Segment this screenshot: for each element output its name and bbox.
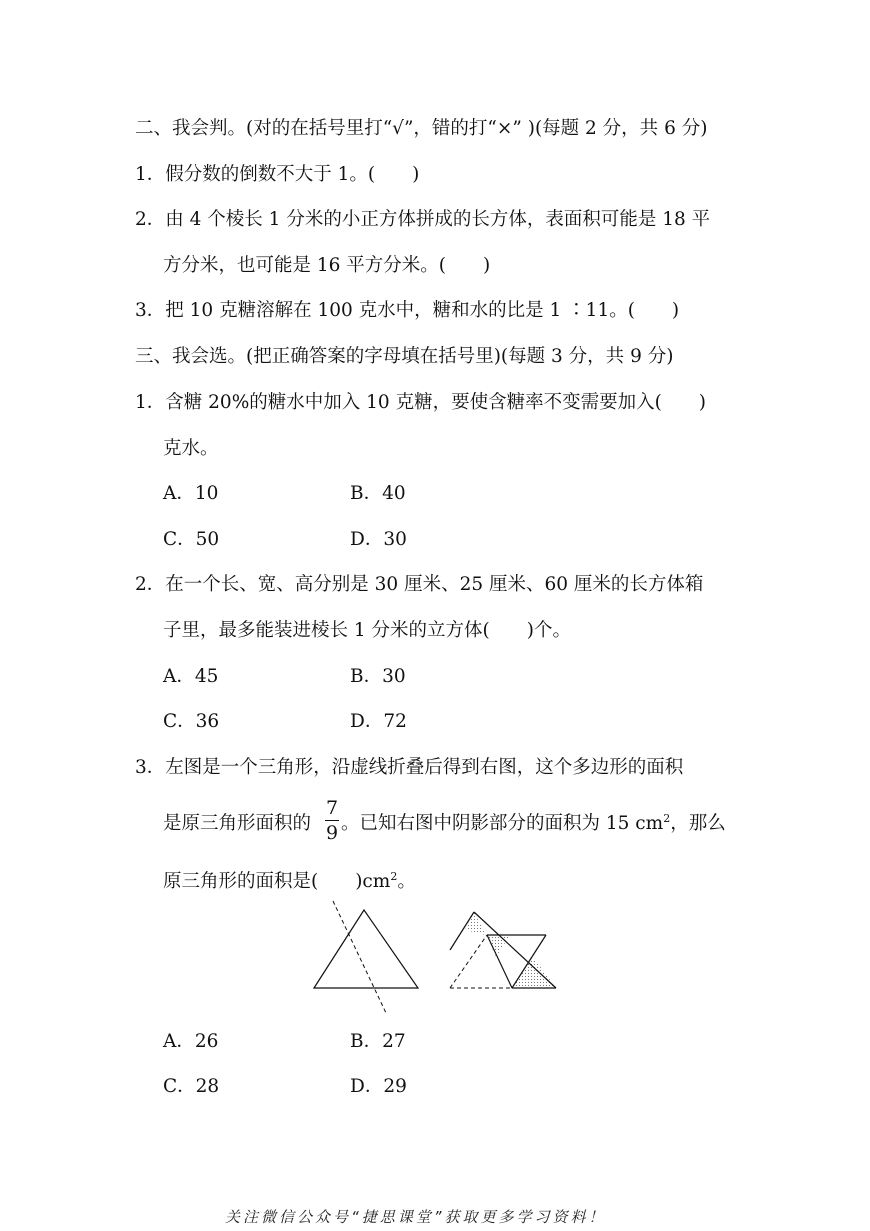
- line2-end: ，那么: [670, 813, 726, 834]
- fraction-numerator: 7: [325, 797, 339, 819]
- question-2-2-line2: 方分米，也可能是 16 平方分米。( ): [163, 255, 491, 276]
- question-3-1-line1: 1．含糖 20%的糖水中加入 10 克糖，要使含糖率不变需要加入( ): [135, 392, 707, 413]
- option-b: B．40: [350, 483, 406, 504]
- option-c: C．36: [163, 711, 220, 732]
- section3-heading: 三、我会选。(把正确答案的字母填在括号里)(每题 3 分，共 9 分): [135, 346, 674, 367]
- question-3-3-line3: [163, 870, 416, 894]
- option-a: A．26: [163, 1031, 219, 1052]
- question-3-2-line1: 2．在一个长、宽、高分别是 30 厘米、25 厘米、60 厘米的长方体箱: [135, 574, 704, 595]
- option-a: A．10: [163, 483, 219, 504]
- option-d: D．29: [350, 1076, 407, 1097]
- option-d: D．72: [350, 711, 407, 732]
- question-3-2-line2: 子里，最多能装进棱长 1 分米的立方体( )个。: [163, 620, 571, 641]
- option-b: B．27: [350, 1031, 406, 1052]
- original-triangle: [314, 901, 418, 1013]
- fraction-bar: [325, 820, 339, 821]
- question-2-3: 3．把 10 克糖溶解在 100 克水中，糖和水的比是 1 ∶11。( ): [135, 300, 680, 321]
- option-a: A．45: [163, 666, 219, 687]
- superscript-2: 2: [390, 869, 398, 883]
- section2-heading: 二、我会判。(对的在括号里打“√”，错的打“×” )(每题 2 分，共 6 分): [135, 118, 708, 139]
- question-3-1-line2: 克水。: [163, 438, 219, 459]
- option-c: C．50: [163, 529, 220, 550]
- footer-note: 关注微信公众号“捷思课堂”获取更多学习资料！: [225, 1208, 607, 1226]
- option-b: B．30: [350, 666, 406, 687]
- line3-prefix: 原三角形的面积是( )cm: [163, 871, 391, 892]
- fraction-denominator: 9: [325, 822, 339, 844]
- question-3-3-line1: 3．左图是一个三角形，沿虚线折叠后得到右图，这个多边形的面积: [135, 757, 684, 778]
- option-d: D．30: [350, 529, 407, 550]
- superscript-2: 2: [663, 811, 671, 825]
- question-3-3-line2-prefix: 是原三角形面积的: [163, 813, 312, 834]
- triangle-fold-figure: [305, 900, 565, 1015]
- line2-suffix: 。已知右图中阴影部分的面积为 15 cm: [341, 813, 664, 834]
- folded-polygon: [450, 912, 556, 988]
- question-2-2-line1: 2．由 4 个棱长 1 分米的小正方体拼成的长方体，表面积可能是 18 平: [135, 209, 711, 230]
- option-c: C．28: [163, 1076, 220, 1097]
- question-3-3-line2-rest: [341, 812, 726, 836]
- question-2-1: 1．假分数的倒数不大于 1。( ): [135, 164, 420, 185]
- line3-end: 。: [397, 871, 416, 892]
